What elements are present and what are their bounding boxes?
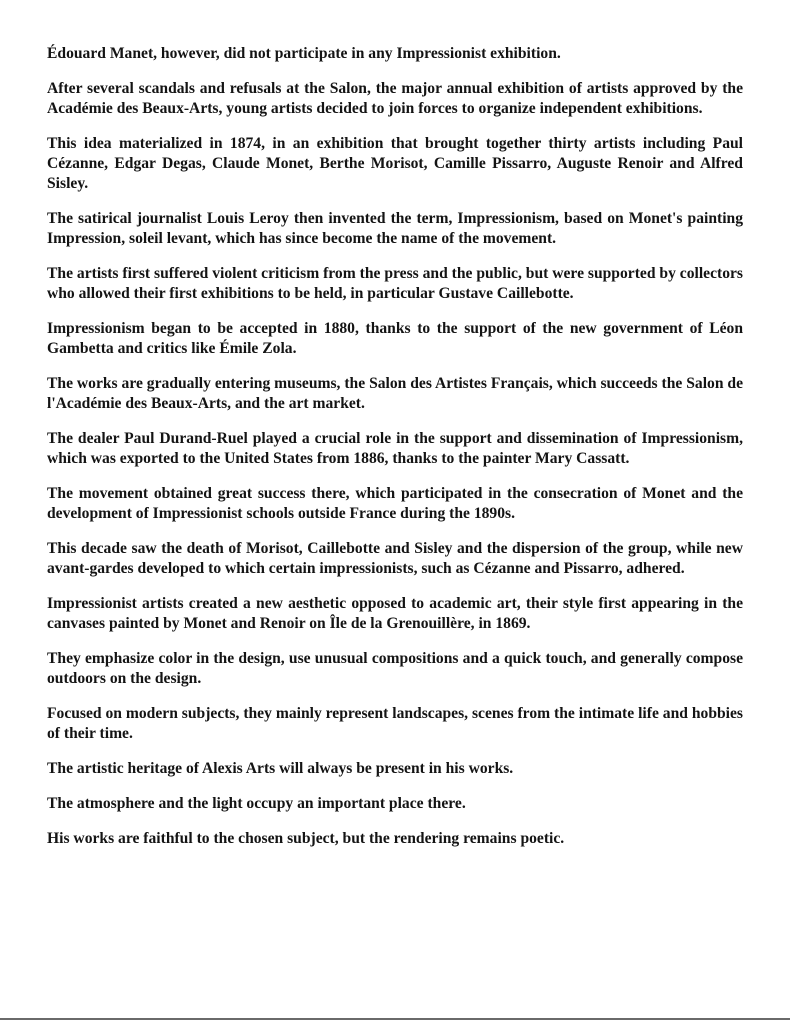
document-page bbox=[47, 44, 743, 864]
paragraph-decade: This decade saw the death of Morisot, Caillebotte and Sisley and the dispersion of the group, while new avant-gardes developed to which certain impressionists, such as Cézanne and Pissarro, adhered. bbox=[47, 540, 743, 577]
paragraph-atmosphere: The atmosphere and the light occupy an important place there. bbox=[47, 795, 466, 812]
paragraph-1874-exhibition: This idea materialized in 1874, in an exhibition that brought together thirty artists including Paul Cézanne, Edgar Degas, Claude Monet, Berthe Morisot, Camille Pissarro, Auguste Renoir and Alfred Sisley. bbox=[47, 135, 743, 192]
paragraph-modern-subjects: Focused on modern subjects, they mainly represent landscapes, scenes from the intimate life and hobbies of their time. bbox=[47, 705, 743, 742]
paragraph-museums: The works are gradually entering museums, the Salon des Artistes Français, which succeeds the Salon de l'Académie des Beaux-Arts, and the art market. bbox=[47, 375, 743, 412]
paragraph-heritage: The artistic heritage of Alexis Arts will always be present in his works. bbox=[47, 760, 514, 777]
paragraph-new-aesthetic: Impressionist artists created a new aesthetic opposed to academic art, their style first appearing in the canvases painted by Monet and Renoir on Île de la Grenouillère, in 1869. bbox=[47, 595, 743, 632]
paragraph-leroy-term: The satirical journalist Louis Leroy then invented the term, Impressionism, based on Monet's painting Impression, soleil levant, which has since become the name of the movement. bbox=[47, 210, 743, 247]
paragraph-criticism: The artists first suffered violent criticism from the press and the public, but were supported by collectors who allowed their first exhibitions to be held, in particular Gustave Caillebotte. bbox=[47, 265, 743, 302]
paragraph-acceptance-1880: Impressionism began to be accepted in 1880, thanks to the support of the new government of Léon Gambetta and critics like Émile Zola. bbox=[47, 320, 743, 357]
paragraph-manet: Édouard Manet, however, did not participate in any Impressionist exhibition. bbox=[47, 45, 561, 62]
paragraph-color: They emphasize color in the design, use unusual compositions and a quick touch, and generally compose outdoors on the design. bbox=[47, 650, 743, 687]
paragraph-durand-ruel: The dealer Paul Durand-Ruel played a crucial role in the support and dissemination of Impressionism, which was exported to the United States from 1886, thanks to the painter Mary Cassatt. bbox=[47, 430, 743, 467]
paragraph-rendering: His works are faithful to the chosen subject, but the rendering remains poetic. bbox=[47, 830, 565, 847]
paragraph-success: The movement obtained great success there, which participated in the consecration of Monet and the development of Impressionist schools outside France during the 1890s. bbox=[47, 485, 743, 522]
paragraph-salon-refusals: After several scandals and refusals at the Salon, the major annual exhibition of artists approved by the Académie des Beaux-Arts, young artists decided to join forces to organize independent exhibitions. bbox=[47, 80, 743, 117]
page-bottom-rule bbox=[0, 1018, 790, 1020]
